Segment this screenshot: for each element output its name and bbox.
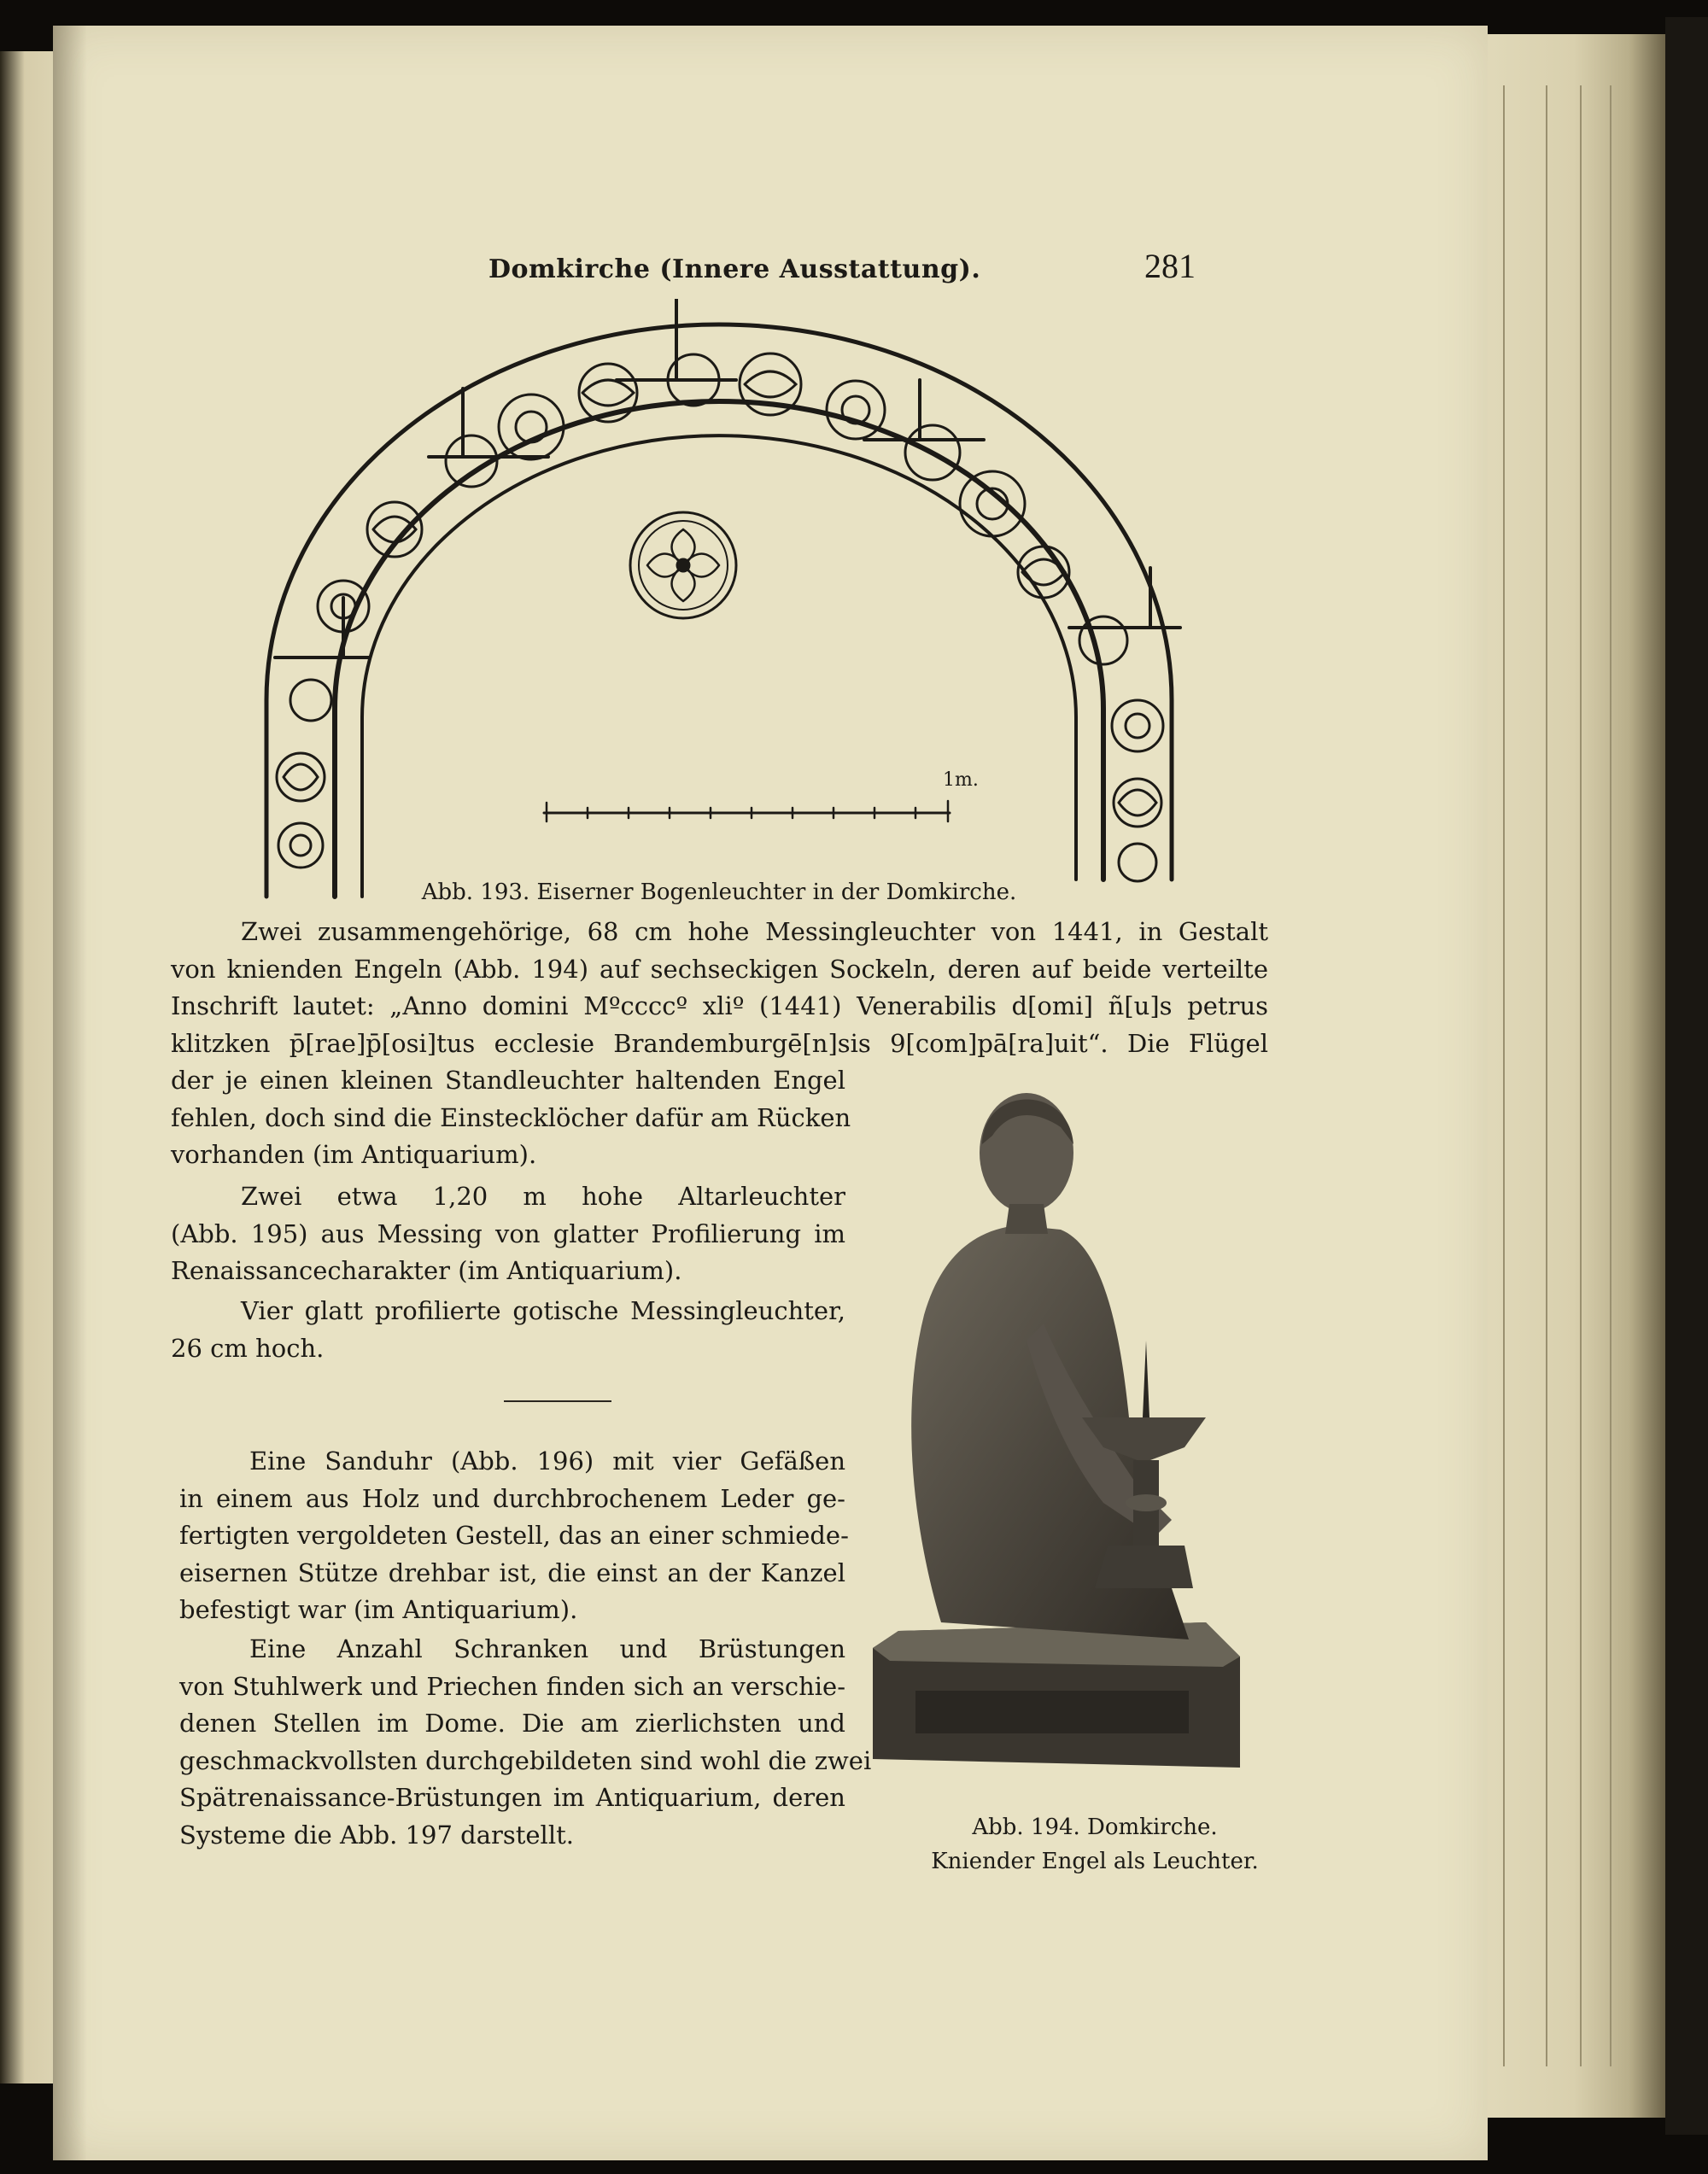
- paragraph-messingleuchter: [171, 914, 1268, 1062]
- iron-arch-candelabrum-illustration: [215, 299, 1223, 914]
- paragraph-gotische-leuchter: [171, 1293, 845, 1367]
- text-line: klitzken p̄[rae]p̄[osi]tus ecclesie Brandemburgē[n]sis 9[com]pā[ra]uit“. Die Flügel: [171, 1028, 1268, 1058]
- text-line: von knienden Engeln (Abb. 194) auf sechseckigen Sockeln, deren auf beide verteilte: [171, 954, 1268, 984]
- text-line: eisernen Stütze drehbar ist, die einst an der Kanzel: [179, 1557, 845, 1587]
- text-line: geschmackvollsten durchgebildeten sind wohl die zwei: [179, 1745, 872, 1775]
- figure-194-caption: [873, 1810, 1317, 1879]
- book-cover: [1665, 17, 1708, 2135]
- text-line: Inschrift lautet: „Anno domini Mºccccº xliº (1441) Venerabilis d[omi] ñ[u]s petrus: [171, 991, 1268, 1021]
- text-line: der je einen kleinen Standleuchter haltenden Engel: [171, 1066, 845, 1095]
- text-line: Eine Anzahl Schranken und Brüstungen: [249, 1634, 845, 1663]
- text-line: denen Stellen im Dome. Die am zierlichsten und: [179, 1709, 845, 1739]
- scale-label: 1m.: [943, 769, 979, 791]
- text-line: vorhanden (im Antiquarium).: [171, 1140, 537, 1170]
- text-line: fertigten vergoldeten Gestell, das an einer schmiede-: [179, 1521, 849, 1551]
- text-line: Eine Sanduhr (Abb. 196) mit vier Gefäßen: [249, 1446, 845, 1476]
- text-line: in einem aus Holz und durchbrochenem Leder ge-: [179, 1483, 845, 1513]
- text-line: Systeme die Abb. 197 darstellt.: [179, 1820, 574, 1850]
- page-number: 281: [1144, 247, 1196, 285]
- running-title: Domkirche (Innere Ausstattung).: [488, 254, 981, 284]
- figure-194-caption-line: Kniender Engel als Leuchter.: [931, 1849, 1259, 1874]
- text-line: Vier glatt profilierte gotische Messingleuchter,: [241, 1296, 845, 1325]
- paragraph-schranken: [179, 1631, 872, 1855]
- paragraph-sanduhr: [179, 1443, 849, 1629]
- figure-194-caption-line: Abb. 194. Domkirche.: [972, 1815, 1218, 1840]
- text-line: von Stuhlwerk und Priechen finden sich an verschie-: [179, 1671, 845, 1701]
- text-line: (Abb. 195) aus Messing von glatter Profilierung im: [171, 1218, 845, 1248]
- section-divider: [504, 1400, 611, 1402]
- text-line: Spätrenaissance-Brüstungen im Antiquarium, deren: [179, 1783, 845, 1813]
- paragraph-altarleuchter: [171, 1178, 845, 1290]
- text-line: fehlen, doch sind die Einstecklöcher dafür am Rücken: [171, 1102, 851, 1132]
- text-line: 26 cm hoch.: [171, 1333, 325, 1363]
- book-page: [53, 26, 1488, 2160]
- figure-193-caption: Abb. 193. Eiserner Bogenleuchter in der Domkirche.: [421, 880, 1017, 905]
- paragraph-messingleuchter-cont: [171, 1062, 851, 1174]
- text-line: Zwei etwa 1,20 m hohe Altarleuchter: [241, 1182, 845, 1211]
- text-line: Renaissancecharakter (im Antiquarium).: [171, 1256, 682, 1286]
- text-line: Zwei zusammengehörige, 68 cm hohe Messingleuchter von 1441, in Gestalt: [241, 917, 1268, 946]
- kneeling-angel-photo: [847, 1059, 1291, 1810]
- text-line: befestigt war (im Antiquarium).: [179, 1595, 578, 1625]
